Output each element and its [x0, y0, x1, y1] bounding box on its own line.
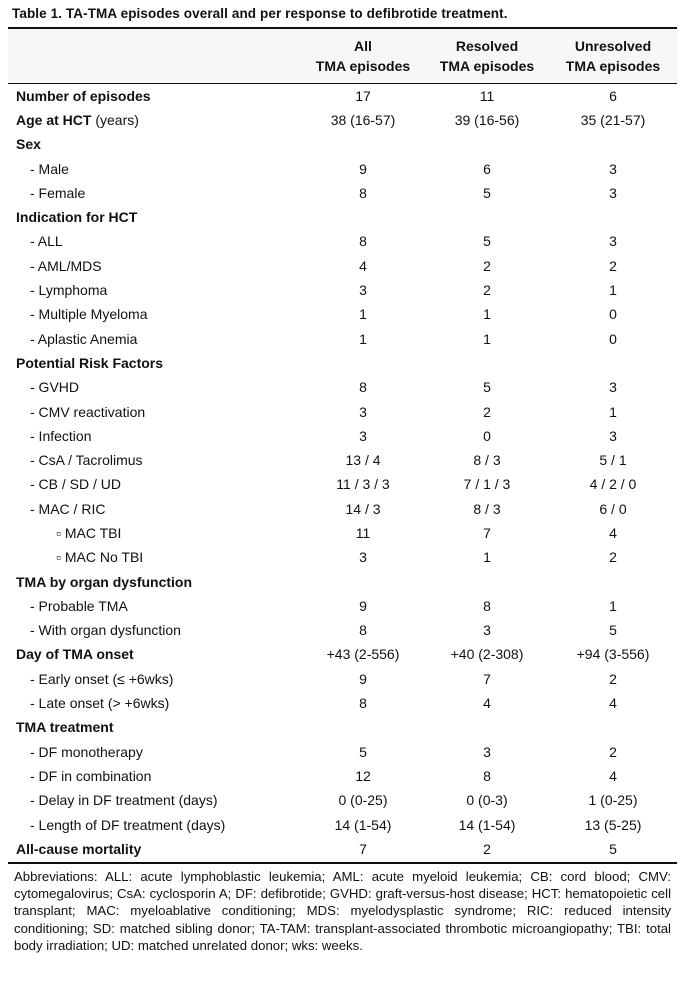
cell-resolved: +40 (2-308): [450, 646, 524, 663]
row-label-cell: [8, 87, 301, 106]
row-label: Age at HCT: [16, 111, 92, 128]
row-label-cell: [8, 548, 301, 567]
cell-resolved: 5: [483, 184, 491, 201]
cell-unresolved: 2: [609, 549, 617, 566]
row-label: All-cause mortality: [16, 840, 142, 857]
cell-all: 4: [359, 257, 367, 274]
table-row: [8, 84, 677, 108]
table-row: [8, 157, 677, 181]
cell-resolved: 2: [483, 403, 491, 420]
row-label-cell: [8, 427, 301, 446]
row-label: - MAC / RIC: [30, 500, 106, 517]
cell-unresolved: +94 (3-556): [576, 646, 650, 663]
cell-unresolved: 6 / 0: [599, 500, 627, 517]
row-label-cell: [8, 621, 301, 640]
cell-unresolved: 1: [609, 403, 617, 420]
table-row: [8, 546, 677, 570]
row-label: - Delay in DF treatment (days): [30, 792, 218, 809]
cell-all: 8: [359, 233, 367, 250]
row-label-cell: [8, 257, 301, 276]
row-label: - Aplastic Anemia: [30, 330, 138, 347]
row-label-cell: [8, 208, 301, 227]
header-all-episodes: [301, 36, 425, 76]
row-label: - With organ dysfunction: [30, 622, 181, 639]
cell-resolved: 3: [483, 743, 491, 760]
table-row: [8, 327, 677, 351]
header-line2: TMA episodes: [565, 58, 661, 74]
row-label: - CB / SD / UD: [30, 476, 122, 493]
row-label-cell: [8, 694, 301, 713]
cell-unresolved: 4: [609, 767, 617, 784]
cell-resolved: 7: [483, 670, 491, 687]
header-line2: TMA episodes: [439, 58, 535, 74]
row-label: Sex: [16, 136, 41, 153]
table-row: [8, 181, 677, 205]
row-label: - Late onset (> +6wks): [30, 695, 170, 712]
footnote: Abbreviations: ALL: acute lymphoblastic leukemia; AML: acute myeloid leukemia; CB: cord blood; CMV: cytomegalovirus; CsA: cyclosporin A; DF: defibrotide; GVHD: graft-versus-host disease; HCT: hematopoietic cell transplant; MAC: myeloablative conditioning; MDS: myelodysplastic syndrome; RIC: reduced intensity conditioning; SD: matched sibling donor; TA-TAM: transplant-associated thrombotic microangiopathy; TBI: total body irradiation; UD: matched unrelated donor; wks: weeks.: [14, 868, 671, 954]
cell-unresolved: 3: [609, 233, 617, 250]
table-title: Table 1. TA-TMA episodes overall and per response to defibrotide treatment.: [12, 6, 508, 21]
cell-resolved: 0 (0-3): [466, 792, 508, 809]
table-header: [8, 29, 677, 83]
row-label: TMA treatment: [16, 719, 114, 736]
cell-all: 9: [359, 160, 367, 177]
row-label-cell: [8, 816, 301, 835]
table-row: [8, 716, 677, 740]
table-row: [8, 837, 677, 861]
cell-unresolved: 4 / 2 / 0: [589, 476, 637, 493]
table-row: [8, 205, 677, 229]
row-label-cell: [8, 840, 301, 859]
row-label-cell: [8, 305, 301, 324]
cell-all: 17: [355, 87, 371, 104]
cell-all: 3: [359, 282, 367, 299]
header-line2: TMA episodes: [315, 58, 411, 74]
table-row: [8, 254, 677, 278]
table-row: [8, 643, 677, 667]
cell-resolved: 14 (1-54): [458, 816, 516, 833]
table-row: [8, 303, 677, 327]
cell-all: 11: [355, 524, 371, 541]
cell-all: 38 (16-57): [330, 111, 396, 128]
cell-resolved: 6: [483, 160, 491, 177]
row-label: - GVHD: [30, 379, 79, 396]
cell-resolved: 1: [483, 306, 491, 323]
cell-unresolved: 6: [609, 87, 617, 104]
table-body: [8, 84, 677, 862]
cell-resolved: 2: [483, 257, 491, 274]
table-row: [8, 764, 677, 788]
cell-unresolved: 5 / 1: [599, 452, 627, 469]
row-label-cell: [8, 135, 301, 154]
table-row: [8, 376, 677, 400]
header-line1: Resolved: [455, 38, 519, 54]
cell-resolved: 7 / 1 / 3: [463, 476, 511, 493]
header-unresolved-episodes: [549, 36, 677, 76]
cell-all: 3: [359, 403, 367, 420]
table-row: [8, 570, 677, 594]
cell-resolved: 2: [483, 840, 491, 857]
cell-all: 8: [359, 379, 367, 396]
cell-resolved: 8 / 3: [473, 452, 501, 469]
row-label: - Length of DF treatment (days): [30, 816, 226, 833]
cell-resolved: 8 / 3: [473, 500, 501, 517]
cell-all: 9: [359, 670, 367, 687]
cell-unresolved: 5: [609, 840, 617, 857]
table-row: [8, 278, 677, 302]
cell-resolved: 3: [483, 622, 491, 639]
table-row: [8, 448, 677, 472]
row-label: - Probable TMA: [30, 597, 128, 614]
cell-resolved: 5: [483, 379, 491, 396]
table-row: [8, 740, 677, 764]
row-label-cell: [8, 743, 301, 762]
table-row: [8, 230, 677, 254]
table-row: [8, 619, 677, 643]
row-label: - CMV reactivation: [30, 403, 146, 420]
row-label-cell: [8, 378, 301, 397]
cell-unresolved: 3: [609, 427, 617, 444]
table-row: [8, 813, 677, 837]
row-label-cell: [8, 597, 301, 616]
row-label-cell: [8, 451, 301, 470]
row-label: Number of episodes: [16, 87, 151, 104]
row-label-cell: [8, 475, 301, 494]
cell-unresolved: 2: [609, 257, 617, 274]
row-label: - Male: [30, 160, 69, 177]
header-line1: All: [354, 38, 372, 54]
row-label-cell: [8, 524, 301, 543]
row-unit: (years): [91, 111, 139, 128]
cell-unresolved: 4: [609, 695, 617, 712]
cell-unresolved: 3: [609, 184, 617, 201]
table-row: [8, 424, 677, 448]
row-label-cell: [8, 330, 301, 349]
cell-unresolved: 13 (5-25): [584, 816, 642, 833]
cell-unresolved: 1: [609, 597, 617, 614]
cell-resolved: 0: [483, 427, 491, 444]
cell-unresolved: 1: [609, 282, 617, 299]
table-row: [8, 521, 677, 545]
cell-unresolved: 0: [609, 330, 617, 347]
cell-all: 1: [359, 330, 367, 347]
table-row: [8, 108, 677, 132]
row-label: ▫ MAC No TBI: [56, 549, 144, 566]
row-label-cell: [8, 403, 301, 422]
row-label: Potential Risk Factors: [16, 354, 164, 371]
cell-resolved: 8: [483, 597, 491, 614]
row-label-cell: [8, 111, 301, 130]
cell-unresolved: 3: [609, 160, 617, 177]
row-label-cell: [8, 354, 301, 373]
row-label-cell: [8, 670, 301, 689]
table-row: [8, 789, 677, 813]
row-label: Indication for HCT: [16, 209, 138, 226]
row-label-cell: [8, 281, 301, 300]
cell-all: 8: [359, 695, 367, 712]
row-label-cell: [8, 767, 301, 786]
cell-resolved: 2: [483, 282, 491, 299]
cell-unresolved: 1 (0-25): [588, 792, 638, 809]
row-label-cell: [8, 232, 301, 251]
cell-all: 11 / 3 / 3: [336, 476, 390, 493]
row-label: - ALL: [30, 233, 63, 250]
cell-all: 14 / 3: [345, 500, 381, 517]
row-label: - Lymphoma: [30, 282, 108, 299]
cell-resolved: 1: [483, 549, 491, 566]
row-label: TMA by organ dysfunction: [16, 573, 193, 590]
table-row: [8, 497, 677, 521]
cell-all: 1: [359, 306, 367, 323]
table-row: [8, 473, 677, 497]
row-label: - CsA / Tacrolimus: [30, 452, 143, 469]
row-label-cell: [8, 645, 301, 664]
cell-unresolved: 2: [609, 743, 617, 760]
cell-all: 8: [359, 184, 367, 201]
cell-unresolved: 0: [609, 306, 617, 323]
cell-all: 5: [359, 743, 367, 760]
cell-all: 7: [359, 840, 367, 857]
row-label: - Infection: [30, 427, 92, 444]
cell-unresolved: 35 (21-57): [580, 111, 646, 128]
cell-all: 9: [359, 597, 367, 614]
cell-resolved: 7: [483, 524, 491, 541]
table-row: [8, 594, 677, 618]
row-label-cell: [8, 500, 301, 519]
row-label: - AML/MDS: [30, 257, 102, 274]
cell-unresolved: 4: [609, 524, 617, 541]
cell-resolved: 1: [483, 330, 491, 347]
table-row: [8, 133, 677, 157]
row-label: ▫ MAC TBI: [56, 524, 122, 541]
cell-unresolved: 3: [609, 379, 617, 396]
row-label: Day of TMA onset: [16, 646, 134, 663]
row-label: - Early onset (≤ +6wks): [30, 670, 174, 687]
row-label: - Female: [30, 184, 86, 201]
row-label: - DF monotherapy: [30, 743, 143, 760]
cell-all: +43 (2-556): [326, 646, 400, 663]
cell-resolved: 8: [483, 767, 491, 784]
table-row: [8, 400, 677, 424]
table-row: [8, 351, 677, 375]
row-label-cell: [8, 160, 301, 179]
cell-resolved: 39 (16-56): [454, 111, 520, 128]
row-label-cell: [8, 718, 301, 737]
cell-unresolved: 5: [609, 622, 617, 639]
cell-all: 0 (0-25): [338, 792, 388, 809]
cell-resolved: 4: [483, 695, 491, 712]
cell-all: 8: [359, 622, 367, 639]
cell-resolved: 5: [483, 233, 491, 250]
header-resolved-episodes: [425, 36, 549, 76]
row-label: - Multiple Myeloma: [30, 306, 148, 323]
row-label: - DF in combination: [30, 767, 152, 784]
cell-all: 12: [355, 767, 371, 784]
row-label-cell: [8, 573, 301, 592]
header-line1: Unresolved: [574, 38, 652, 54]
row-label-cell: [8, 184, 301, 203]
row-label-cell: [8, 791, 301, 810]
cell-all: 3: [359, 549, 367, 566]
cell-all: 3: [359, 427, 367, 444]
cell-all: 13 / 4: [345, 452, 381, 469]
cell-resolved: 11: [479, 87, 495, 104]
table-row: [8, 667, 677, 691]
table-row: [8, 691, 677, 715]
cell-unresolved: 2: [609, 670, 617, 687]
cell-all: 14 (1-54): [334, 816, 392, 833]
